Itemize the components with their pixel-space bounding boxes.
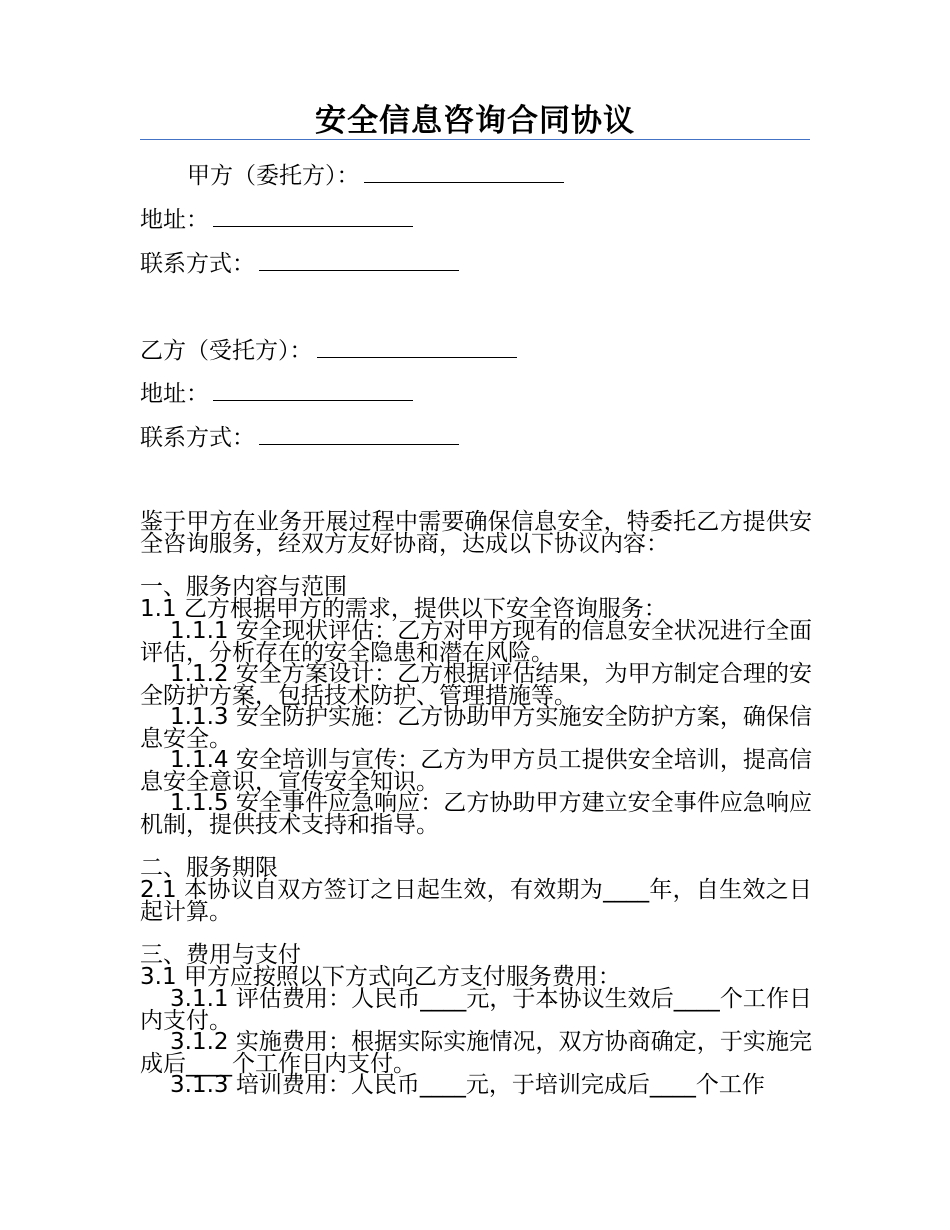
section2-heading: 二、服务期限 <box>140 855 278 881</box>
party-a-contact-line <box>140 250 820 277</box>
party-a-blank <box>364 162 564 183</box>
party-b-label: 乙方（受托方）： <box>140 338 313 364</box>
clause-1-1-5: 1.1.5 安全事件应急响应：乙方协助甲方建立安全事件应急响应机制，提供技术支持和指导。 <box>140 790 812 838</box>
clause-3-1-1: 3.1.1 评估费用：人民币____元，于本协议生效后____个工作日内支付。 <box>140 986 812 1034</box>
party-b-address-line <box>140 380 820 407</box>
clause-2-1: 2.1 本协议自双方签订之日起生效，有效期为____年，自生效之日起计算。 <box>140 877 812 925</box>
party-a-label: 甲方（委托方）： <box>187 163 360 189</box>
party-b-blank <box>317 337 517 358</box>
party-a-contact-blank <box>259 250 459 271</box>
party-b-contact-label: 联系方式： <box>140 425 255 451</box>
clause-1-1-4: 1.1.4 安全培训与宣传：乙方为甲方员工提供安全培训，提高信息安全意识，宣传安全知识。 <box>140 747 812 795</box>
party-a-address-label: 地址： <box>140 207 209 233</box>
party-a-address-blank <box>213 206 413 227</box>
clause-1-1-1: 1.1.1 安全现状评估：乙方对甲方现有的信息安全状况进行全面评估，分析存在的安全隐患和潜在风险。 <box>140 618 812 666</box>
party-b-contact-line <box>140 424 820 451</box>
section1-heading: 一、服务内容与范围 <box>140 574 347 600</box>
clause-3-1-3: 3.1.3 培训费用：人民币____元，于培训完成后____个工作 <box>170 1072 765 1098</box>
clause-1-1-3: 1.1.3 安全防护实施：乙方协助甲方实施安全防护方案，确保信息安全。 <box>140 704 812 752</box>
party-b-address-blank <box>213 380 413 401</box>
document-title: 安全信息咨询合同协议 <box>315 103 635 139</box>
party-a-contact-label: 联系方式： <box>140 251 255 277</box>
clause-3-1: 3.1 甲方应按照以下方式向乙方支付服务费用： <box>140 964 621 990</box>
clause-1-1: 1.1 乙方根据甲方的需求，提供以下安全咨询服务： <box>140 596 667 622</box>
section3-heading: 三、费用与支付 <box>140 942 301 968</box>
party-b-line <box>140 337 820 364</box>
clause-3-1-2: 3.1.2 实施费用：根据实际实施情况，双方协商确定，于实施完成后____个工作日内支付。 <box>140 1029 812 1077</box>
title-underline <box>140 139 810 140</box>
party-a-address-line <box>140 206 820 233</box>
clause-1-1-2: 1.1.2 安全方案设计：乙方根据评估结果，为甲方制定合理的安全防护方案，包括技术防护、管理措施等。 <box>140 661 812 709</box>
party-b-address-label: 地址： <box>140 381 209 407</box>
party-a-line <box>187 162 867 189</box>
party-b-contact-blank <box>259 424 459 445</box>
preamble-paragraph: 鉴于甲方在业务开展过程中需要确保信息安全，特委托乙方提供安全咨询服务，经双方友好协商，达成以下协议内容： <box>140 509 812 557</box>
